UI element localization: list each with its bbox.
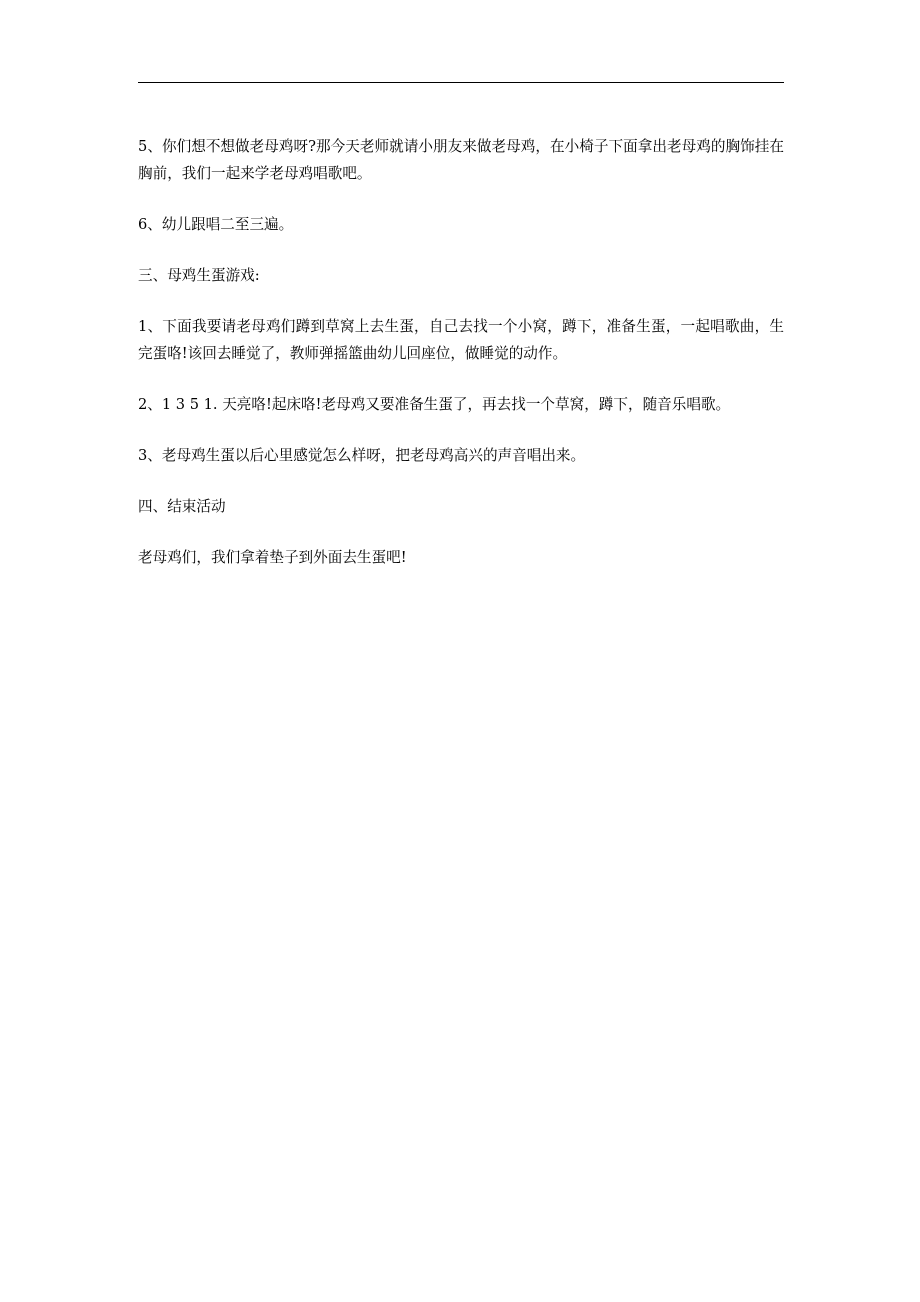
header-rule	[138, 82, 784, 83]
paragraph-game-step-3: 3、老母鸡生蛋以后心里感觉怎么样呀，把老母鸡高兴的声音唱出来。	[138, 447, 586, 464]
section-heading-game: 三、母鸡生蛋游戏:	[138, 267, 260, 284]
paragraph-game-step-2: 2、1 3 5 1. 天亮咯!起床咯!老母鸡又要准备生蛋了，再去找一个草窝，蹲下，随音乐唱歌。	[138, 396, 731, 413]
paragraph-closing: 老母鸡们，我们拿着垫子到外面去生蛋吧!	[138, 549, 407, 566]
paragraph-step-5: 5、你们想不想做老母鸡呀?那今天老师就请小朋友来做老母鸡，在小椅子下面拿出老母鸡的胸饰挂在胸前，我们一起来学老母鸡唱歌吧。	[138, 138, 784, 182]
paragraph-step-6: 6、幼儿跟唱二至三遍。	[138, 216, 294, 233]
paragraph-game-step-1: 1、下面我要请老母鸡们蹲到草窝上去生蛋，自己去找一个小窝，蹲下，准备生蛋，一起唱歌曲，生完蛋咯!该回去睡觉了，教师弹摇篮曲幼儿回座位，做睡觉的动作。	[138, 318, 784, 362]
document-body	[138, 133, 784, 595]
section-heading-end: 四、结束活动	[138, 498, 226, 515]
